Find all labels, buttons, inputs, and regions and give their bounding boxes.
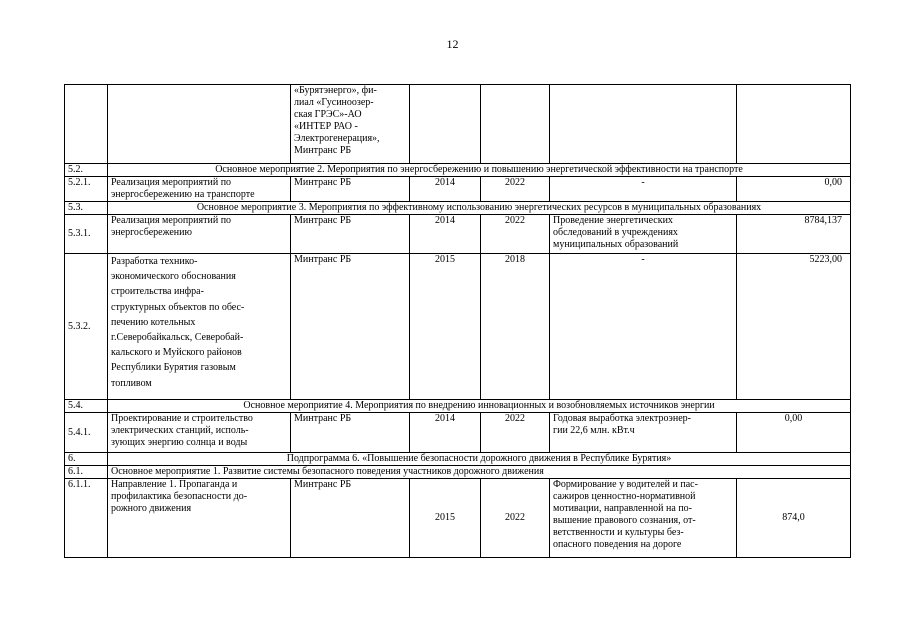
- executor: Минтранс РБ: [291, 215, 410, 254]
- funding-amount: [737, 85, 851, 164]
- expected-result: Проведение энергетических обследований в учреждениях муниципальных образований: [550, 215, 737, 254]
- end-year: 2022: [481, 479, 550, 558]
- start-year: 2014: [410, 413, 481, 453]
- section-title: Основное мероприятие 4. Мероприятия по внедрению инновационных и возобновляемых источников энергии: [108, 400, 851, 413]
- table-row: [65, 177, 851, 202]
- measure-name: [108, 85, 291, 164]
- end-year: 2022: [481, 215, 550, 254]
- row-number: 6.: [65, 453, 108, 466]
- section-title: Основное мероприятие 1. Развитие системы безопасного поведения участников дорожного движения: [108, 466, 851, 479]
- section-title: Основное мероприятие 2. Мероприятия по энергосбережению и повышению энергетической эффективности на транспорте: [108, 164, 851, 177]
- row-number: 5.4.1.: [65, 413, 108, 453]
- table-row: [65, 164, 851, 177]
- table-row: [65, 254, 851, 400]
- executor: Минтранс РБ: [291, 177, 410, 202]
- expected-result: [550, 85, 737, 164]
- row-number: 5.3.: [65, 202, 108, 215]
- expected-result: -: [550, 177, 737, 202]
- row-number: 5.2.1.: [65, 177, 108, 202]
- measure-name: Реализация мероприятий по энергосбережению на транспорте: [108, 177, 291, 202]
- row-number: 5.3.1.: [65, 215, 108, 254]
- funding-amount: 5223,00: [737, 254, 851, 400]
- row-number: 5.2.: [65, 164, 108, 177]
- table-row: [65, 400, 851, 413]
- page-number: 12: [446, 37, 459, 51]
- table-row: [65, 202, 851, 215]
- table-row: [65, 479, 851, 558]
- section-title: Основное мероприятие 3. Мероприятия по эффективному использованию энергетических ресурсов в муниципальных образованиях: [108, 202, 851, 215]
- row-number: 6.1.1.: [65, 479, 108, 558]
- measure-name: Проектирование и строительство электрических станций, исполь- зующих энергию солнца и воды: [108, 413, 291, 453]
- executor: Минтранс РБ: [291, 479, 410, 558]
- end-year: 2018: [481, 254, 550, 400]
- row-number: 5.3.2.: [65, 254, 108, 400]
- row-number: 6.1.: [65, 466, 108, 479]
- start-year: 2014: [410, 177, 481, 202]
- start-year: 2014: [410, 215, 481, 254]
- start-year: 2015: [410, 479, 481, 558]
- table-row: [65, 466, 851, 479]
- measure-name: Реализация мероприятий по энергосбережению: [108, 215, 291, 254]
- end-year: [481, 85, 550, 164]
- row-number: [65, 85, 108, 164]
- row-number: 5.4.: [65, 400, 108, 413]
- executor: Минтранс РБ: [291, 413, 410, 453]
- funding-amount: 0,00: [737, 413, 851, 453]
- funding-amount: 8784,137: [737, 215, 851, 254]
- end-year: 2022: [481, 177, 550, 202]
- funding-amount: 874,0: [737, 479, 851, 558]
- expected-result: -: [550, 254, 737, 400]
- program-table: [64, 84, 851, 558]
- end-year: 2022: [481, 413, 550, 453]
- expected-result: Годовая выработка электроэнер- гии 22,6 млн. кВт.ч: [550, 413, 737, 453]
- measure-name: Направление 1. Пропаганда и профилактика безопасности до- рожного движения: [108, 479, 291, 558]
- section-title: Подпрограмма 6. «Повышение безопасности дорожного движения в Республике Бурятия»: [108, 453, 851, 466]
- funding-amount: 0,00: [737, 177, 851, 202]
- start-year: [410, 85, 481, 164]
- executor: Минтранс РБ: [291, 254, 410, 400]
- table-row: [65, 85, 851, 164]
- table-row: [65, 215, 851, 254]
- expected-result: Формирование у водителей и пас- сажиров ценностно-нормативной мотивации, направленной на по- вышение правового сознания, от- ветственности и культуры без- опасного поведения на дороге: [550, 479, 737, 558]
- executor: «Бурятэнерго», фи- лиал «Гусиноозер- ская ГРЭС»-АО «ИНТЕР РАО - Электрогенерация», Минтранс РБ: [291, 85, 410, 164]
- start-year: 2015: [410, 254, 481, 400]
- measure-name: Разработка технико- экономического обоснования строительства инфра- структурных объектов по обес- печению котельных г.Северобайкальск, Северобай- кальского и Муйского районов Республики Бурятия газовым топливом: [108, 254, 291, 400]
- table-row: [65, 413, 851, 453]
- table-row: [65, 453, 851, 466]
